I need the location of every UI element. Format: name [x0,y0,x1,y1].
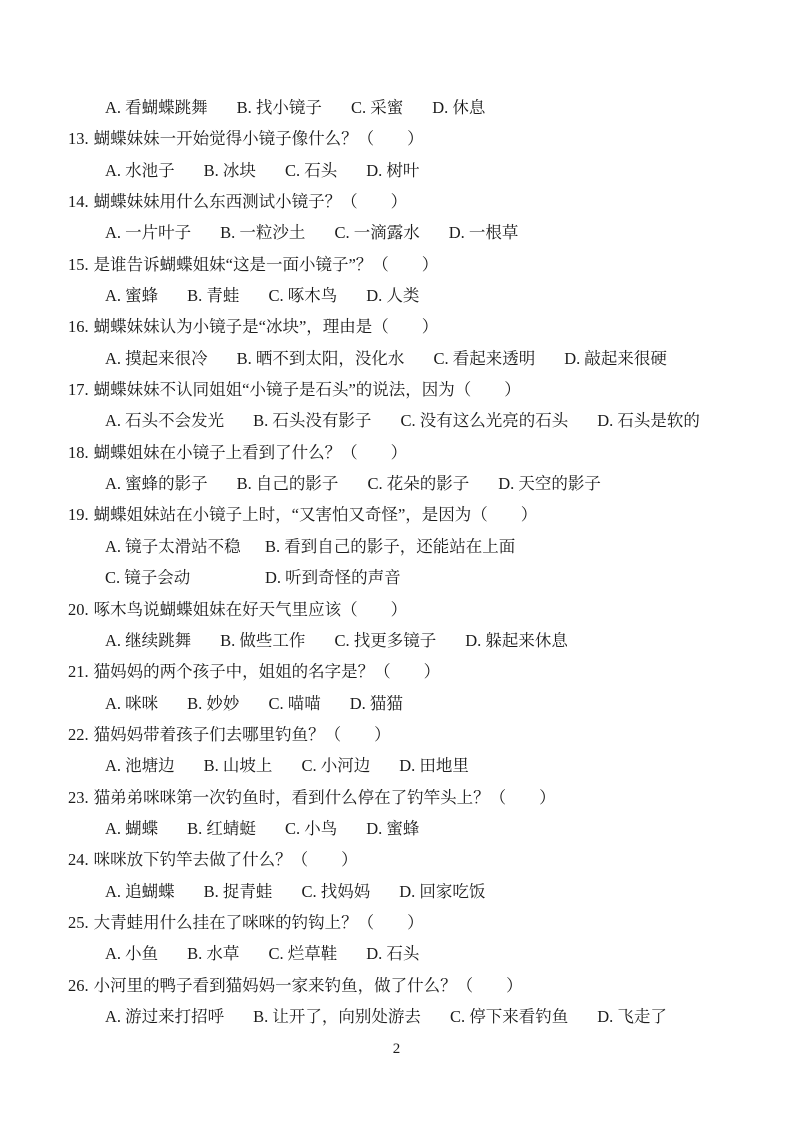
option-text: B. 山坡上 [203,756,273,776]
option-text: A. 追蝴蝶 [105,881,175,901]
question-line [68,249,763,280]
option-text: B. 让开了，向别处游去 [253,1006,421,1026]
option-text: D. 石头 [366,944,420,964]
option-text: D. 天空的影子 [498,474,601,494]
page-number: 2 [392,1041,401,1057]
option-text: A. 继续跳舞 [105,630,192,650]
option-text: A. 石头不会发光 [105,411,225,431]
option-line [68,280,763,311]
option-text: D. 飞走了 [597,1006,667,1026]
option-text: A. 水池子 [105,160,175,180]
option-text: C. 采蜜 [350,98,404,117]
question-number: 13. [68,129,89,149]
questions-container [68,123,763,1032]
question-text: 猫弟弟咪咪第一次钓鱼时，看到什么停在了钓竿头上？（ ） [93,787,556,807]
question-text: 咪咪放下钓竿去做了什么？（ ） [93,850,358,870]
option-text: B. 红蜻蜓 [187,818,256,838]
continuation-option-line [68,92,763,123]
option-text: B. 一粒沙土 [220,223,306,243]
option-text: A. 池塘边 [105,756,175,776]
question-text: 蝴蝶姐妹站在小镜子上时，“又害怕又奇怪”，是因为（ ） [93,505,538,525]
option-text: C. 花朵的影子 [367,474,470,494]
question-line [68,719,763,750]
option-text: C. 镜子会动 [105,568,191,588]
question-number: 25. [68,912,89,932]
question-text: 猫妈妈的两个孩子中，姐姐的名字是？（ ） [93,662,441,682]
option-text: C. 石头 [284,160,338,180]
option-text: C. 看起来透明 [433,348,536,368]
option-text: A. 小鱼 [105,944,159,964]
question-text: 蝴蝶姐妹在小镜子上看到了什么？（ ） [93,442,408,462]
question-line [68,782,763,813]
question-number: 14. [68,192,89,212]
option-text: B. 找小镜子 [236,98,322,117]
question-line [68,186,763,217]
option-text: D. 回家吃饭 [399,881,486,901]
question-text: 蝴蝶妹妹认为小镜子是“冰块”，理由是（ ） [93,317,439,337]
option-line [68,1001,763,1032]
question-line [68,499,763,530]
question-number: 19. [68,505,89,525]
question-number: 23. [68,787,89,807]
option-text: D. 猫猫 [349,693,403,713]
question-text: 蝴蝶妹妹用什么东西测试小镜子？（ ） [93,192,408,212]
option-text: C. 啄木鸟 [268,286,338,306]
option-text: D. 蜜蜂 [366,818,420,838]
option-text: A. 镜子太滑站不稳 [105,536,241,556]
option-text: C. 停下来看钓鱼 [449,1006,569,1026]
option-text: A. 一片叶子 [105,223,192,243]
question-text: 猫妈妈带着孩子们去哪里钓鱼？（ ） [93,724,391,744]
option-text: B. 看到自己的影子，还能站在上面 [265,536,516,556]
question-number: 26. [68,975,89,995]
question-line [68,656,763,687]
question-number: 22. [68,724,89,744]
option-line [68,468,763,499]
option-text: C. 烂草鞋 [268,944,338,964]
option-text: D. 敲起来很硬 [564,348,667,368]
option-line [68,938,763,969]
question-line [68,907,763,938]
option-text: C. 喵喵 [268,693,321,713]
option-text: C. 小河边 [301,756,371,776]
option-text: B. 冰块 [203,160,256,180]
option-text: A. 看蝴蝶跳舞 [105,98,208,117]
option-line [68,625,763,656]
question-line [68,311,763,342]
question-text: 大青蛙用什么挂在了咪咪的钓钩上？（ ） [93,912,424,932]
option-text: A. 咪咪 [105,693,159,713]
option-text: B. 捉青蛙 [203,881,273,901]
option-line [68,876,763,907]
option-text: D. 树叶 [366,160,420,180]
option-line [68,155,763,186]
question-line [68,594,763,625]
option-text: C. 找更多镜子 [334,630,437,650]
option-text: B. 妙妙 [187,693,240,713]
option-text: D. 听到奇怪的声音 [265,568,401,588]
option-text: D. 一根草 [448,223,519,243]
option-text: C. 找妈妈 [301,881,371,901]
question-text: 蝴蝶妹妹不认同姐姐“小镜子是石头”的说法，因为（ ） [93,380,521,400]
option-text: A. 摸起来很冷 [105,348,208,368]
option-text: B. 青蛙 [187,286,240,306]
question-number: 21. [68,662,89,682]
option-line [68,217,763,248]
question-text: 蝴蝶妹妹一开始觉得小镜子像什么？（ ） [93,129,424,149]
option-line [68,562,763,593]
question-text: 小河里的鸭子看到猫妈妈一家来钓鱼，做了什么？（ ） [93,975,523,995]
question-number: 16. [68,317,89,337]
question-line [68,374,763,405]
option-line [68,531,763,562]
option-text: B. 晒不到太阳，没化水 [236,348,405,368]
option-line [68,405,763,436]
option-text: D. 田地里 [399,756,469,776]
option-line [68,813,763,844]
option-text: D. 休息 [432,98,486,117]
option-text: A. 游过来打招呼 [105,1006,225,1026]
option-text: C. 一滴露水 [334,223,420,243]
option-text: C. 没有这么光亮的石头 [400,411,569,431]
option-text: A. 蝴蝶 [105,818,159,838]
option-text: A. 蜜蜂 [105,286,159,306]
option-text: D. 石头是软的 [597,411,700,431]
question-number: 18. [68,442,89,462]
question-text: 是谁告诉蝴蝶姐妹“这是一面小镜子”？（ ） [93,254,439,274]
question-line [68,437,763,468]
option-line [68,688,763,719]
question-number: 20. [68,599,89,619]
option-text: B. 水草 [187,944,240,964]
option-line [68,343,763,374]
question-number: 17. [68,380,89,400]
option-text: D. 人类 [366,286,420,306]
option-text: D. 躲起来休息 [465,630,568,650]
question-line [68,123,763,154]
option-text: B. 做些工作 [220,630,306,650]
option-text: C. 小鸟 [284,818,338,838]
question-number: 15. [68,254,89,274]
question-number: 24. [68,850,89,870]
question-line [68,970,763,1001]
question-list [68,92,763,1032]
question-text: 啄木鸟说蝴蝶姐妹在好天气里应该（ ） [93,599,408,619]
option-line [68,750,763,781]
option-text: A. 蜜蜂的影子 [105,474,208,494]
option-text: B. 自己的影子 [236,474,339,494]
option-text: B. 石头没有影子 [253,411,372,431]
question-line [68,844,763,875]
